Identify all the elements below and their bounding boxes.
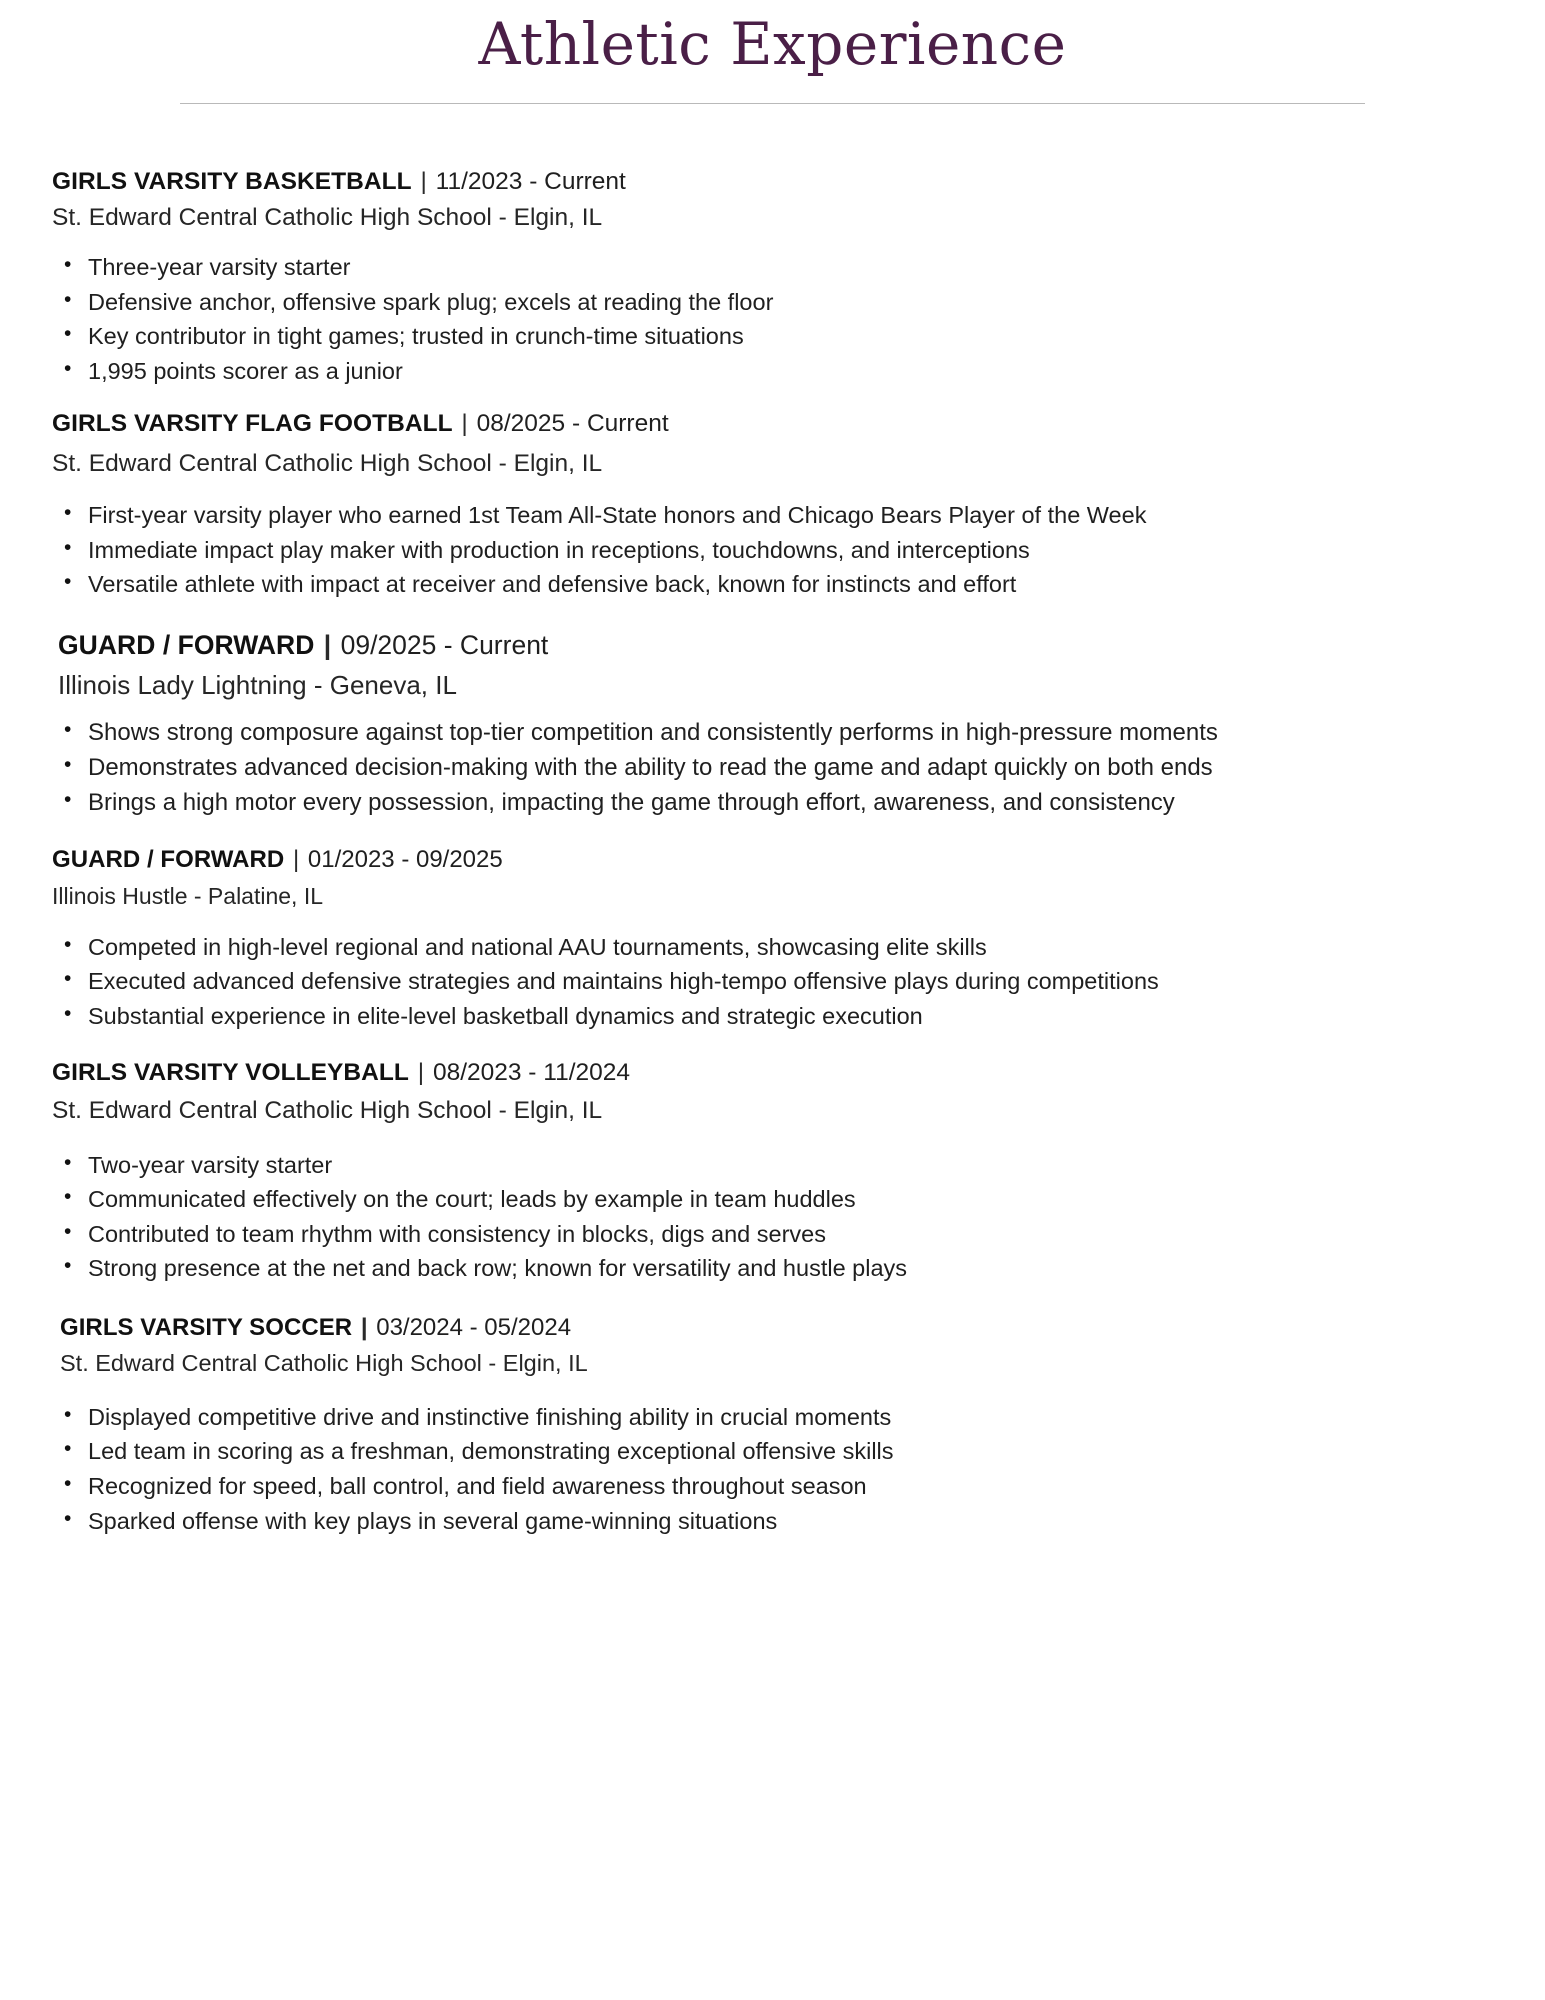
entry-header (52, 1057, 1493, 1090)
entry-organization: St. Edward Central Catholic High School - Elgin, IL (52, 1097, 603, 1125)
bullet-item: • Displayed competitive drive and instinctive finishing ability in crucial moments (52, 1402, 1493, 1433)
entry-role: GIRLS VARSITY FLAG FOOTBALL (52, 410, 453, 438)
bullet-item: • Communicated effectively on the court; leads by example in team huddles (52, 1184, 1493, 1215)
entry-organization: Illinois Hustle - Palatine, IL (52, 882, 324, 909)
entry-role: GUARD / FORWARD (58, 630, 315, 660)
bullet-item: • Demonstrates advanced decision-making with the ability to read the game and adapt quickly on both ends (52, 752, 1493, 783)
bullet-item: • First-year varsity player who earned 1st Team All-State honors and Chicago Bears Player of the Week (52, 500, 1493, 531)
entry-separator: | (360, 1313, 368, 1341)
entry-role: GIRLS VARSITY BASKETBALL (52, 167, 412, 195)
entry-dates: 08/2025 - Current (476, 410, 669, 438)
entry-dates: 11/2023 - Current (435, 167, 626, 195)
entry-separator: | (292, 846, 300, 874)
experience-entry (58, 628, 1493, 818)
entry-bullet-list (52, 500, 1493, 600)
bullet-item: • Key contributor in tight games; trusted in crunch-time situations (52, 321, 1493, 352)
entry-separator: | (461, 410, 468, 438)
entry-organization: St. Edward Central Catholic High School - Elgin, IL (60, 1349, 588, 1376)
entry-separator: | (323, 630, 332, 660)
entry-bullet-list (52, 717, 1493, 819)
entry-header (52, 166, 1493, 199)
entry-separator: | (417, 1059, 425, 1087)
title-divider (180, 103, 1365, 104)
entry-dates: 09/2025 - Current (340, 630, 549, 660)
entry-bullet-list (52, 932, 1493, 1032)
entry-organization: St. Edward Central Catholic High School - Elgin, IL (52, 203, 603, 231)
entry-role: GIRLS VARSITY VOLLEYBALL (52, 1059, 409, 1087)
entry-header (60, 1312, 1493, 1344)
experience-entry (52, 844, 1493, 1031)
bullet-item: • Led team in scoring as a freshman, demonstrating exceptional offensive skills (52, 1436, 1493, 1467)
bullet-item: • Recognized for speed, ball control, and field awareness throughout season (52, 1471, 1493, 1502)
entry-bullet-list (52, 1150, 1493, 1284)
bullet-item: • Versatile athlete with impact at receiver and defensive back, known for instincts and effort (52, 569, 1493, 600)
entry-role: GIRLS VARSITY SOCCER (60, 1313, 353, 1341)
entry-organization: Illinois Lady Lightning - Geneva, IL (58, 669, 457, 700)
entry-header (52, 408, 1493, 441)
bullet-item: • Competed in high-level regional and national AAU tournaments, showcasing elite skills (52, 932, 1493, 963)
entry-bullet-list (52, 252, 1493, 386)
bullet-item: • Immediate impact play maker with production in receptions, touchdowns, and interceptions (52, 535, 1493, 566)
entry-dates: 03/2024 - 05/2024 (376, 1313, 572, 1341)
experience-list (0, 166, 1545, 1536)
entry-bullet-list (52, 1402, 1493, 1536)
entry-dates: 08/2023 - 11/2024 (432, 1059, 631, 1087)
entry-header (52, 844, 1493, 876)
page-title: Athletic Experience (478, 10, 1067, 78)
bullet-item: • Substantial experience in elite-level basketball dynamics and strategic execution (52, 1001, 1493, 1032)
bullet-item: • Defensive anchor, offensive spark plug; excels at reading the floor (52, 287, 1493, 318)
experience-entry (52, 1057, 1493, 1283)
bullet-item: • Contributed to team rhythm with consistency in blocks, digs and serves (52, 1219, 1493, 1250)
entry-separator: | (420, 167, 427, 195)
bullet-item: • Sparked offense with key plays in several game-winning situations (52, 1506, 1493, 1537)
bullet-item: • Shows strong composure against top-tier competition and consistently performs in high-pressure moments (52, 717, 1493, 748)
bullet-item: • Three-year varsity starter (52, 252, 1493, 283)
bullet-item: • Two-year varsity starter (52, 1150, 1493, 1181)
bullet-item: • 1,995 points scorer as a junior (52, 356, 1493, 387)
experience-entry (52, 166, 1493, 386)
bullet-item: • Brings a high motor every possession, impacting the game through effort, awareness, and consistency (52, 787, 1493, 818)
bullet-item: • Strong presence at the net and back row; known for versatility and hustle plays (52, 1253, 1493, 1284)
experience-entry (60, 1312, 1493, 1536)
entry-organization: St. Edward Central Catholic High School - Elgin, IL (52, 450, 603, 478)
entry-dates: 01/2023 - 09/2025 (307, 846, 503, 874)
bullet-item: • Executed advanced defensive strategies and maintains high-tempo offensive plays during competitions (52, 966, 1493, 997)
entry-role: GUARD / FORWARD (52, 846, 285, 874)
entry-header (58, 628, 1493, 664)
experience-entry (52, 408, 1493, 600)
